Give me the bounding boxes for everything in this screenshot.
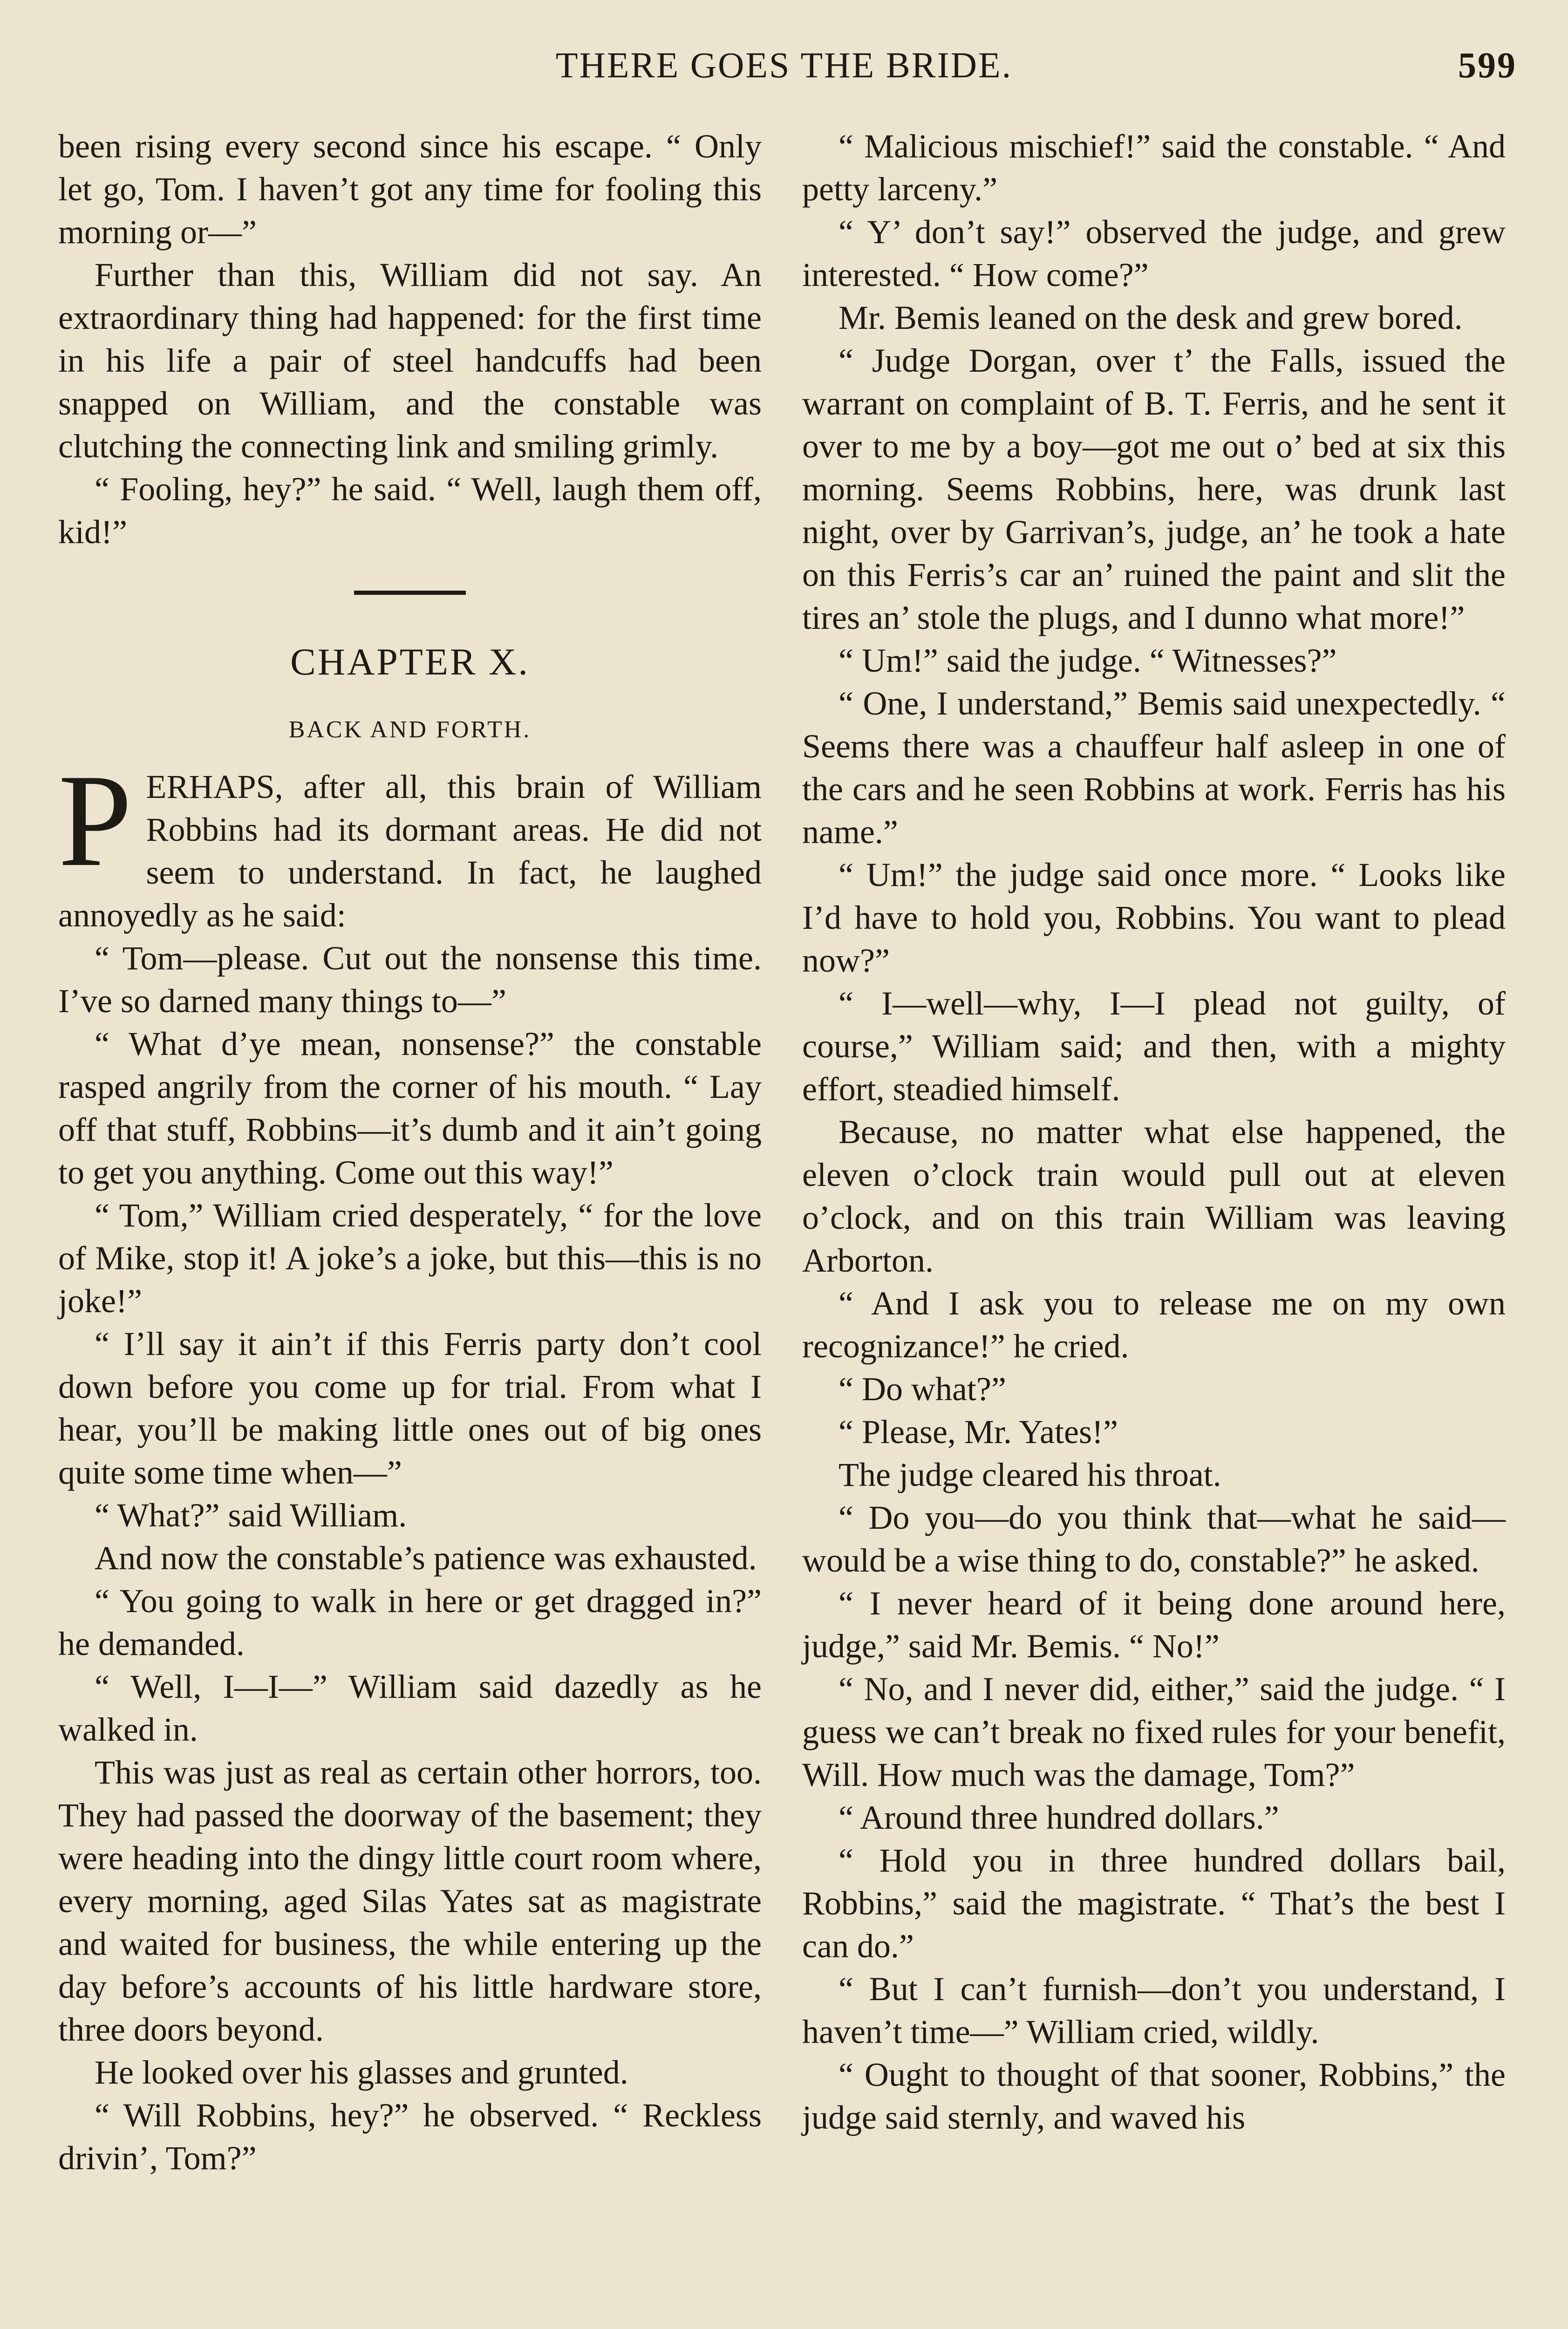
paragraph: This was just as real as certain other horrors, too. They had passed the doorway of the basement; they were heading into the dingy little court room where, every morning, aged Silas Yates sat as magistrate and waited for business, the while entering up the day before’s accounts of his little hardware store, three doors beyond. [58,1754,762,2048]
paragraph: “ I—well—why, I—I plead not guilty, of course,” William said; and then, with a mighty effort, steadied himself. [802,985,1506,1108]
paragraph: Mr. Bemis leaned on the desk and grew bored. [839,299,1463,336]
paragraph: “ Hold you in three hundred dollars bail, Robbins,” said the magistrate. “ That’s the best I can do.” [802,1842,1506,1965]
paragraph: “ No, and I never did, either,” said the judge. “ I guess we can’t break no fixed rules for your benefit, Will. How much was the damage, Tom?” [802,1670,1506,1793]
paragraph: “ One, I understand,” Bemis said unexpectedly. “ Seems there was a chauffeur half asleep in one of the cars and he seen Robbins at work. Ferris has his name.” [802,685,1506,851]
paragraph: Because, no matter what else happened, the eleven o’clock train would pull out at eleven o’clock, and on this train William was leaving Arborton. [802,1113,1506,1279]
paragraph: “ I’ll say it ain’t if this Ferris party don’t cool down before you come up for trial. From what I hear, you’ll be making little ones out of big ones quite some time when—” [58,1325,762,1491]
paragraph: “ Tom—please. Cut out the nonsense this time. I’ve so darned many things to—” [58,940,762,1020]
paragraph: “ But I can’t furnish—don’t you understand, I haven’t time—” William cried, wildly. [802,1970,1506,2050]
paragraph: “ Around three hundred dollars.” [839,1799,1279,1836]
paragraph: “ Do what?” [839,1370,1006,1408]
paragraph: “ Will Robbins, hey?” he observed. “ Reckless drivin’, Tom?” [58,2097,762,2177]
paragraph: “ Um!” said the judge. “ Witnesses?” [839,642,1337,679]
left-paragraphs-after [58,937,762,2179]
paragraph: “ Um!” the judge said once more. “ Looks like I’d have to hold you, Robbins. You want to plead now?” [802,856,1506,979]
paragraph: “ Do you—do you think that—what he said—would be a wise thing to do, constable?” he asked. [802,1499,1506,1579]
paragraph: “ I never heard of it being done around here, judge,” said Mr. Bemis. “ No!” [802,1585,1506,1665]
drop-cap: P [58,747,132,894]
section-separator [354,591,466,595]
running-title: THERE GOES THE BRIDE. [555,45,1013,85]
paragraph: “ What?” said William. [95,1497,407,1534]
paragraph: “ Y’ don’t say!” observed the judge, and grew interested. “ How come?” [802,213,1506,293]
left-paragraphs-before [58,125,762,553]
page-number: 599 [1458,45,1517,85]
chapter-subtitle: BACK AND FORTH. [288,716,532,743]
left-column [58,125,762,2179]
paragraph: “ You going to walk in here or get dragged in?” he demanded. [58,1582,762,1662]
paragraph: “ Tom,” William cried desperately, “ for the love of Mike, stop it! A joke’s a joke, but this—this is no joke!” [58,1197,762,1320]
paragraph: “ Ought to thought of that sooner, Robbins,” the judge said sternly, and waved his [802,2056,1506,2136]
right-column [802,125,1506,2139]
page-header [51,44,1517,100]
paragraph: The judge cleared his throat. [839,1456,1221,1493]
paragraph: been rising every second since his escape. “ Only let go, Tom. I haven’t got any time for fooling this morning or—” [58,128,762,251]
paragraph: “ Please, Mr. Yates!” [839,1413,1118,1451]
paragraph: “ Malicious mischief!” said the constable. “ And petty larceny.” [802,128,1506,208]
paragraph: Further than this, William did not say. An extraordinary thing had happened: for the first time in his life a pair of steel handcuffs had been snapped on William, and the constable was clutching the connecting link and smiling grimly. [58,256,762,465]
paragraph: “ Well, I—I—” William said dazedly as he walked in. [58,1668,762,1748]
paragraph: “ And I ask you to release me on my own recognizance!” he cried. [802,1285,1506,1365]
right-paragraphs [802,125,1506,2139]
first-paragraph-text: ERHAPS, after all, this brain of William Robbins had its dormant areas. He did not seem to understand. In fact, he laughed annoyedly as he said: [58,768,762,934]
paragraph: “ What d’ye mean, nonsense?” the constable rasped angrily from the corner of his mouth. “ Lay off that stuff, Robbins—it’s dumb and it ain’t going to get you anything. Come out this way!” [58,1025,762,1191]
paragraph: He looked over his glasses and grunted. [95,2054,628,2091]
paragraph: And now the constable’s patience was exhausted. [95,1539,757,1577]
chapter-first-paragraph [58,747,762,937]
chapter-title: CHAPTER X. [290,640,530,683]
paragraph: “ Judge Dorgan, over t’ the Falls, issued the warrant on complaint of B. T. Ferris, and he sent it over to me by a boy—got me out o’ bed at six this morning. Seems Robbins, here, was drunk last night, over by Garrivan’s, judge, an’ he took a hate on this Ferris’s car an’ ruined the paint and slit the tires an’ stole the plugs, and I dunno what more!” [802,342,1506,636]
paragraph: “ Fooling, hey?” he said. “ Well, laugh them off, kid!” [58,470,762,551]
